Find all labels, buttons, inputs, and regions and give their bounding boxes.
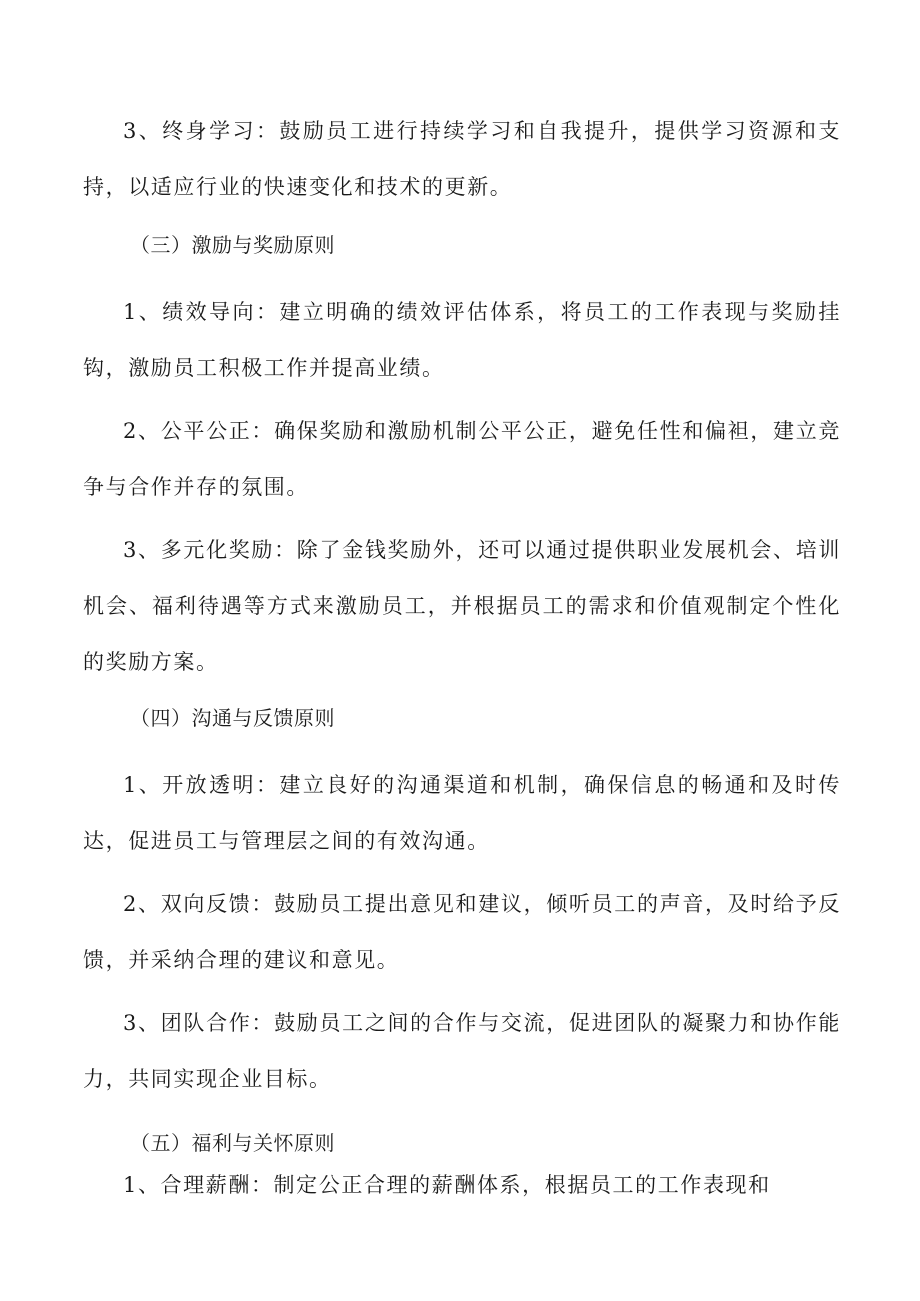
paragraph-lifelong-learning: 3、终身学习：鼓励员工进行持续学习和自我提升，提供学习资源和支持，以适应行业的快速变化和技术的更新。 bbox=[83, 119, 841, 199]
paragraph-teamwork: 3、团队合作：鼓励员工之间的合作与交流，促进团队的凝聚力和协作能力，共同实现企业目标。 bbox=[83, 1011, 841, 1091]
paragraph-open-transparent: 1、开放透明：建立良好的沟通渠道和机制，确保信息的畅通和及时传达，促进员工与管理层之间的有效沟通。 bbox=[83, 773, 841, 853]
paragraph-diversified-rewards: 3、多元化奖励：除了金钱奖励外，还可以通过提供职业发展机会、培训机会、福利待遇等方式来激励员工，并根据员工的需求和价值观制定个性化的奖励方案。 bbox=[83, 538, 841, 674]
section-heading-welfare: （五）福利与关怀原则 bbox=[130, 1131, 335, 1155]
paragraph-two-way-feedback: 2、双向反馈：鼓励员工提出意见和建议，倾听员工的声音，及时给予反馈，并采纳合理的建议和意见。 bbox=[83, 892, 841, 972]
paragraph-reasonable-pay: 1、合理薪酬：制定公正合理的薪酬体系，根据员工的工作表现和 bbox=[123, 1173, 771, 1197]
section-heading-communication: （四）沟通与反馈原则 bbox=[130, 706, 335, 730]
paragraph-performance-oriented: 1、绩效导向：建立明确的绩效评估体系，将员工的工作表现与奖励挂钩，激励员工积极工作并提高业绩。 bbox=[83, 300, 841, 380]
paragraph-fairness: 2、公平公正：确保奖励和激励机制公平公正，避免任性和偏袒，建立竞争与合作并存的氛围。 bbox=[83, 419, 841, 499]
section-heading-incentive: （三）激励与奖励原则 bbox=[130, 233, 335, 257]
